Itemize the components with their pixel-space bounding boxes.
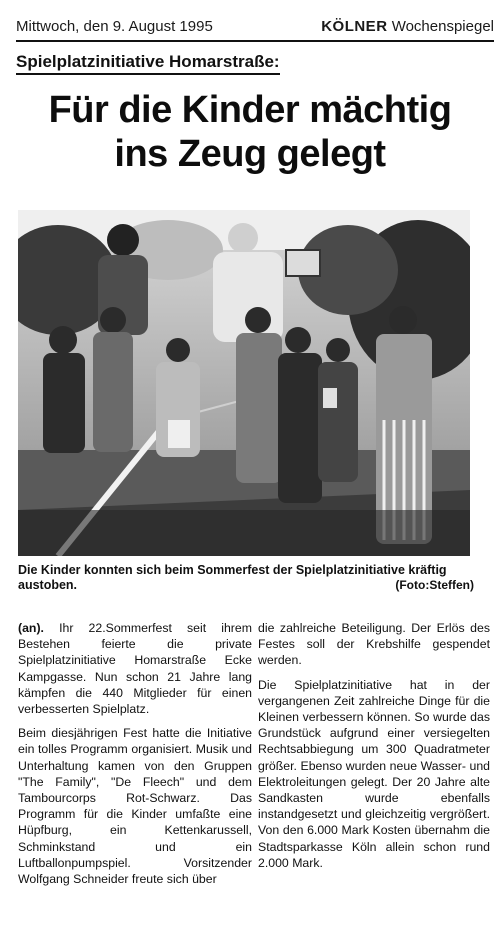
article-lead: (an). [18, 621, 44, 635]
page-header [16, 18, 494, 38]
article-column-2 [258, 620, 490, 879]
newspaper-name-main: KÖLNER [321, 18, 388, 35]
article-paragraph: Die Spielplatzinitiative hat in der vergangenen Zeit zahlreiche Dinge für die Kleinen verbessern können. So wurde das Grundstück aufgrund einer versiegelten Rechtsabbiegung um 300 Quadratmeter größer. Ebenso wurden neue Wasser- und Elektroleitungen gelegt. Der 20 Jahre alte Sandkasten wurde ebenfalls instandgesetzt und gleichzeitig vergrößert. Von den 6.000 Mark Kosten übernahm die Stadtsparkasse Köln allein schon rund 2.000 Mark. [258, 677, 490, 870]
article-kicker: Spielplatzinitiative Homarstraße: [16, 52, 280, 75]
headline-line-2: ins Zeug gelegt [114, 133, 386, 175]
article-column-1 [18, 620, 252, 895]
newspaper-name [321, 18, 494, 35]
newspaper-name-sub: Wochenspiegel [391, 18, 494, 35]
photo-credit: (Foto:Steffen) [395, 578, 474, 592]
article-paragraph-text: Ihr 22.Sommerfest seit ihrem Bestehen feierte die private Spielplatzinitiative Homarstraße Ecke Kampgasse. Nun schon 21 Jahre lang kämpfen die 440 Mitglieder für einen verbesserten Spielplatz. [18, 621, 252, 717]
headline-line-1: Für die Kinder mächtig [48, 89, 452, 131]
article-paragraph: die zahlreiche Beteiligung. Der Erlös des Festes soll der Krebshilfe gespendet werden. [258, 621, 490, 668]
caption-text: Die Kinder konnten sich beim Sommerfest der Spielplatzinitiative kräftig austoben. [18, 563, 447, 592]
article-headline [0, 88, 500, 176]
photo-caption [18, 563, 488, 593]
header-rule [16, 40, 494, 42]
article-paragraph [18, 620, 252, 717]
article-photo [18, 210, 470, 556]
issue-date: Mittwoch, den 9. August 1995 [16, 18, 213, 35]
photo-children-festival [18, 210, 470, 556]
article-paragraph: Beim diesjährigen Fest hatte die Initiative ein tolles Programm organisiert. Musik und Unterhaltung kamen von den Gruppen "The Family", "De Fleech" und dem Tambourcorps Rot-Schwarz. Das Programm für die Kinder umfaßte eine Hüpfburg, ein Kettenkarussell, Schminkstand und ein Luftballonpumpspiel. Vorsitzender Wolfgang Schneider freute sich über [18, 726, 252, 887]
